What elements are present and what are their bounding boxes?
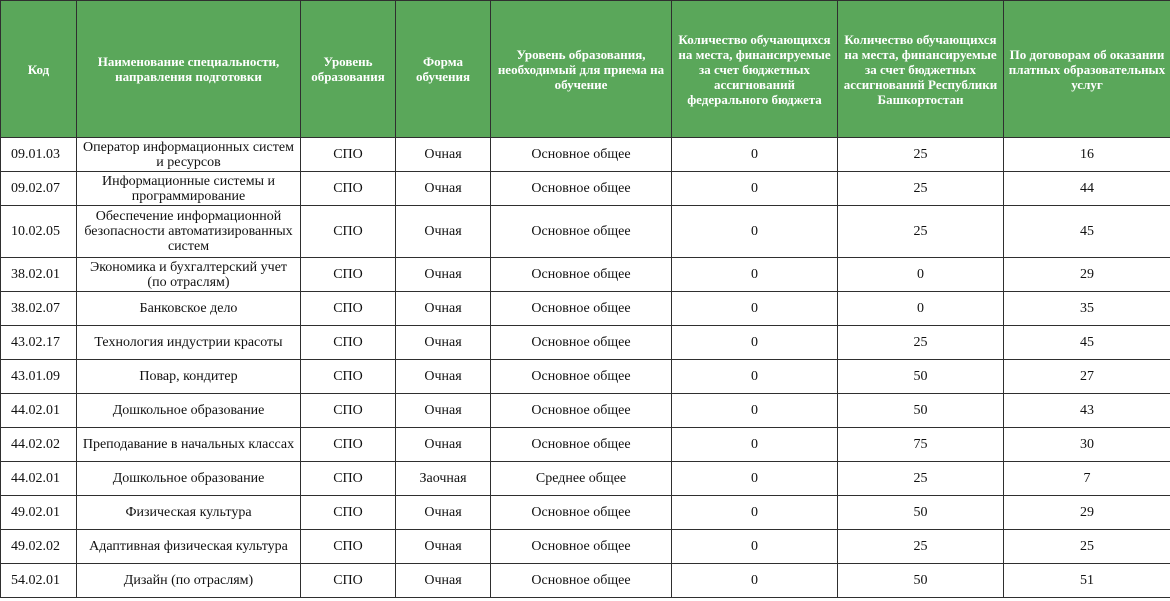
cell-code: 44.02.01 bbox=[1, 462, 77, 496]
cell-paid-places: 29 bbox=[1004, 258, 1170, 292]
cell-specialty-name: Физическая культура bbox=[77, 496, 301, 530]
cell-federal-budget-places: 0 bbox=[672, 360, 838, 394]
cell-specialty-name: Обеспечение информационной безопасности автоматизированных систем bbox=[77, 206, 301, 258]
cell-study-form: Очная bbox=[396, 530, 491, 564]
cell-required-education: Основное общее bbox=[491, 394, 672, 428]
cell-code: 49.02.02 bbox=[1, 530, 77, 564]
cell-education-level: СПО bbox=[301, 394, 396, 428]
table-row bbox=[1, 292, 1170, 326]
cell-study-form: Очная bbox=[396, 138, 491, 172]
cell-study-form: Очная bbox=[396, 292, 491, 326]
cell-federal-budget-places: 0 bbox=[672, 394, 838, 428]
cell-code: 44.02.01 bbox=[1, 394, 77, 428]
cell-paid-places: 7 bbox=[1004, 462, 1170, 496]
cell-study-form: Очная bbox=[396, 394, 491, 428]
cell-required-education: Основное общее bbox=[491, 496, 672, 530]
cell-education-level: СПО bbox=[301, 428, 396, 462]
cell-study-form: Очная bbox=[396, 496, 491, 530]
cell-study-form: Очная bbox=[396, 258, 491, 292]
cell-regional-budget-places: 25 bbox=[838, 462, 1004, 496]
cell-education-level: СПО bbox=[301, 564, 396, 598]
cell-study-form: Заочная bbox=[396, 462, 491, 496]
cell-education-level: СПО bbox=[301, 462, 396, 496]
cell-study-form: Очная bbox=[396, 360, 491, 394]
header-specialty-name: Наименование специальности, направления подготовки bbox=[77, 1, 301, 138]
header-code: Код bbox=[1, 1, 77, 138]
cell-federal-budget-places: 0 bbox=[672, 172, 838, 206]
cell-paid-places: 27 bbox=[1004, 360, 1170, 394]
header-federal-budget-places: Количество обучающихся на места, финансируемые за счет бюджетных ассигнований федерального бюджета bbox=[672, 1, 838, 138]
cell-required-education: Основное общее bbox=[491, 326, 672, 360]
cell-code: 43.01.09 bbox=[1, 360, 77, 394]
cell-federal-budget-places: 0 bbox=[672, 292, 838, 326]
cell-education-level: СПО bbox=[301, 138, 396, 172]
table-row bbox=[1, 394, 1170, 428]
cell-paid-places: 16 bbox=[1004, 138, 1170, 172]
cell-regional-budget-places: 75 bbox=[838, 428, 1004, 462]
cell-code: 38.02.01 bbox=[1, 258, 77, 292]
cell-required-education: Основное общее bbox=[491, 530, 672, 564]
cell-regional-budget-places: 25 bbox=[838, 138, 1004, 172]
cell-education-level: СПО bbox=[301, 172, 396, 206]
table-row bbox=[1, 172, 1170, 206]
cell-federal-budget-places: 0 bbox=[672, 326, 838, 360]
header-paid-places: По договорам об оказании платных образовательных услуг bbox=[1004, 1, 1170, 138]
cell-federal-budget-places: 0 bbox=[672, 462, 838, 496]
table-row bbox=[1, 428, 1170, 462]
cell-federal-budget-places: 0 bbox=[672, 564, 838, 598]
cell-regional-budget-places: 0 bbox=[838, 258, 1004, 292]
cell-education-level: СПО bbox=[301, 206, 396, 258]
table-row bbox=[1, 564, 1170, 598]
cell-federal-budget-places: 0 bbox=[672, 206, 838, 258]
cell-paid-places: 45 bbox=[1004, 206, 1170, 258]
cell-regional-budget-places: 25 bbox=[838, 172, 1004, 206]
cell-code: 09.01.03 bbox=[1, 138, 77, 172]
table-body bbox=[1, 138, 1170, 598]
cell-paid-places: 25 bbox=[1004, 530, 1170, 564]
cell-education-level: СПО bbox=[301, 360, 396, 394]
cell-regional-budget-places: 0 bbox=[838, 292, 1004, 326]
cell-education-level: СПО bbox=[301, 326, 396, 360]
table-row bbox=[1, 530, 1170, 564]
header-row bbox=[1, 1, 1170, 138]
cell-code: 10.02.05 bbox=[1, 206, 77, 258]
cell-study-form: Очная bbox=[396, 428, 491, 462]
header-education-level: Уровень образования bbox=[301, 1, 396, 138]
cell-paid-places: 43 bbox=[1004, 394, 1170, 428]
cell-specialty-name: Информационные системы и программирование bbox=[77, 172, 301, 206]
cell-regional-budget-places: 50 bbox=[838, 496, 1004, 530]
cell-required-education: Основное общее bbox=[491, 292, 672, 326]
cell-study-form: Очная bbox=[396, 564, 491, 598]
header-regional-budget-places: Количество обучающихся на места, финансируемые за счет бюджетных ассигнований Республики Башкортостан bbox=[838, 1, 1004, 138]
cell-specialty-name: Технология индустрии красоты bbox=[77, 326, 301, 360]
cell-code: 54.02.01 bbox=[1, 564, 77, 598]
cell-paid-places: 35 bbox=[1004, 292, 1170, 326]
cell-federal-budget-places: 0 bbox=[672, 258, 838, 292]
cell-required-education: Основное общее bbox=[491, 428, 672, 462]
table-row bbox=[1, 206, 1170, 258]
cell-paid-places: 44 bbox=[1004, 172, 1170, 206]
cell-required-education: Основное общее bbox=[491, 172, 672, 206]
cell-specialty-name: Дизайн (по отраслям) bbox=[77, 564, 301, 598]
cell-code: 09.02.07 bbox=[1, 172, 77, 206]
table-row bbox=[1, 496, 1170, 530]
cell-regional-budget-places: 50 bbox=[838, 564, 1004, 598]
cell-education-level: СПО bbox=[301, 530, 396, 564]
header-study-form: Форма обучения bbox=[396, 1, 491, 138]
cell-specialty-name: Преподавание в начальных классах bbox=[77, 428, 301, 462]
cell-paid-places: 45 bbox=[1004, 326, 1170, 360]
cell-required-education: Основное общее bbox=[491, 138, 672, 172]
table-row bbox=[1, 360, 1170, 394]
cell-study-form: Очная bbox=[396, 326, 491, 360]
cell-regional-budget-places: 25 bbox=[838, 326, 1004, 360]
cell-federal-budget-places: 0 bbox=[672, 530, 838, 564]
cell-paid-places: 51 bbox=[1004, 564, 1170, 598]
table-row bbox=[1, 258, 1170, 292]
cell-required-education: Основное общее bbox=[491, 258, 672, 292]
cell-paid-places: 30 bbox=[1004, 428, 1170, 462]
header-required-education: Уровень образования, необходимый для приема на обучение bbox=[491, 1, 672, 138]
cell-specialty-name: Оператор информационных систем и ресурсов bbox=[77, 138, 301, 172]
cell-regional-budget-places: 25 bbox=[838, 530, 1004, 564]
cell-education-level: СПО bbox=[301, 258, 396, 292]
cell-education-level: СПО bbox=[301, 496, 396, 530]
table-row bbox=[1, 462, 1170, 496]
cell-education-level: СПО bbox=[301, 292, 396, 326]
cell-specialty-name: Банковское дело bbox=[77, 292, 301, 326]
cell-required-education: Основное общее bbox=[491, 206, 672, 258]
cell-specialty-name: Адаптивная физическая культура bbox=[77, 530, 301, 564]
cell-regional-budget-places: 25 bbox=[838, 206, 1004, 258]
cell-federal-budget-places: 0 bbox=[672, 138, 838, 172]
cell-required-education: Основное общее bbox=[491, 360, 672, 394]
cell-code: 43.02.17 bbox=[1, 326, 77, 360]
cell-code: 38.02.07 bbox=[1, 292, 77, 326]
cell-specialty-name: Экономика и бухгалтерский учет (по отраслям) bbox=[77, 258, 301, 292]
cell-regional-budget-places: 50 bbox=[838, 394, 1004, 428]
cell-study-form: Очная bbox=[396, 206, 491, 258]
cell-code: 49.02.01 bbox=[1, 496, 77, 530]
cell-specialty-name: Дошкольное образование bbox=[77, 394, 301, 428]
cell-paid-places: 29 bbox=[1004, 496, 1170, 530]
cell-federal-budget-places: 0 bbox=[672, 428, 838, 462]
cell-specialty-name: Дошкольное образование bbox=[77, 462, 301, 496]
table-row bbox=[1, 326, 1170, 360]
table-row bbox=[1, 138, 1170, 172]
cell-required-education: Основное общее bbox=[491, 564, 672, 598]
cell-specialty-name: Повар, кондитер bbox=[77, 360, 301, 394]
cell-study-form: Очная bbox=[396, 172, 491, 206]
cell-regional-budget-places: 50 bbox=[838, 360, 1004, 394]
cell-code: 44.02.02 bbox=[1, 428, 77, 462]
cell-federal-budget-places: 0 bbox=[672, 496, 838, 530]
cell-required-education: Среднее общее bbox=[491, 462, 672, 496]
